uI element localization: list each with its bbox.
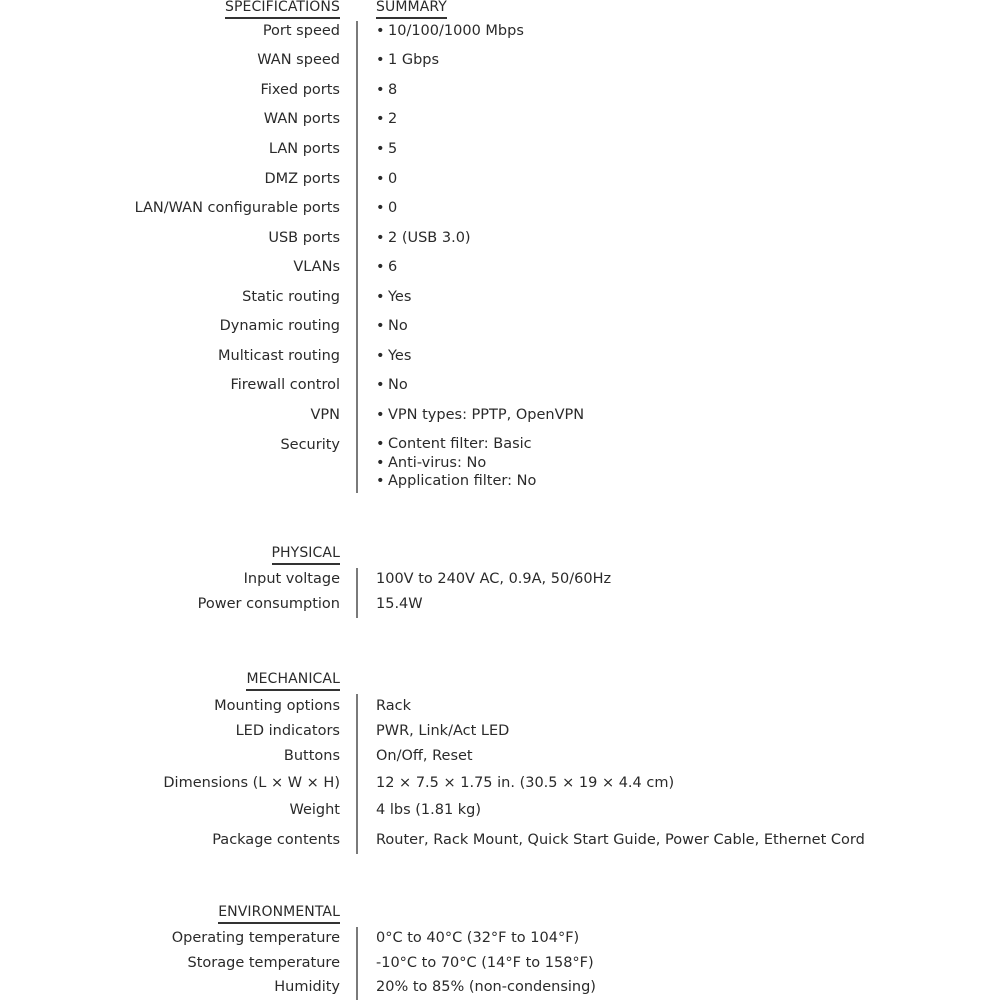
mechanical-header: MECHANICAL <box>246 671 340 691</box>
spec-label: Buttons <box>283 748 340 764</box>
spec-value-item <box>376 435 536 454</box>
bullet-icon: • <box>376 407 385 423</box>
spec-value <box>376 198 397 218</box>
spec-value-text: 2 <box>388 111 398 127</box>
spec-value: PWR, Link/Act LED <box>376 723 510 739</box>
spec-value-text: 6 <box>388 259 398 275</box>
spec-row <box>0 375 1000 395</box>
spec-value: 15.4W <box>376 596 423 612</box>
spec-label: WAN speed <box>257 52 340 68</box>
spec-value-item <box>376 375 408 395</box>
bullet-icon: • <box>376 259 385 275</box>
spec-value: 100V to 240V AC, 0.9A, 50/60Hz <box>376 571 612 587</box>
spec-row <box>0 746 1000 766</box>
spec-row <box>0 346 1000 366</box>
spec-value: Router, Rack Mount, Quick Start Guide, Power Cable, Ethernet Cord <box>376 832 865 848</box>
spec-label: LAN ports <box>268 141 340 157</box>
spec-value <box>376 139 397 159</box>
spec-label: LED indicators <box>235 723 340 739</box>
spec-value-item <box>376 287 411 307</box>
spec-value-item <box>376 139 397 159</box>
spec-label: Dynamic routing <box>219 318 340 334</box>
bullet-icon: • <box>376 348 385 364</box>
spec-value-text: Anti-virus: No <box>388 454 487 471</box>
spec-row <box>0 953 1000 973</box>
spec-value <box>376 50 439 70</box>
bullet-icon: • <box>376 289 385 305</box>
spec-value <box>376 21 524 41</box>
spec-value <box>376 228 471 248</box>
spec-row <box>0 435 1000 489</box>
bullet-icon: • <box>376 171 385 187</box>
spec-label: WAN ports <box>263 111 340 127</box>
spec-value: Rack <box>376 698 412 714</box>
spec-value <box>376 316 408 336</box>
spec-value-item <box>376 257 397 277</box>
spec-row <box>0 228 1000 248</box>
spec-label: Firewall control <box>230 377 340 393</box>
spec-value: 0°C to 40°C (32°F to 104°F) <box>376 930 580 946</box>
spec-label: Security <box>280 437 340 453</box>
spec-value <box>376 80 397 100</box>
spec-row <box>0 109 1000 129</box>
spec-label: Package contents <box>212 832 340 848</box>
spec-label: Input voltage <box>243 571 340 587</box>
spec-value: -10°C to 70°C (14°F to 158°F) <box>376 955 594 971</box>
spec-value-text: No <box>388 377 408 393</box>
spec-value <box>376 169 397 189</box>
spec-label: Multicast routing <box>218 348 340 364</box>
physical-header: PHYSICAL <box>272 545 341 565</box>
spec-label: USB ports <box>268 230 340 246</box>
spec-value-text: VPN types: PPTP, OpenVPN <box>388 407 585 423</box>
bullet-icon: • <box>376 52 385 68</box>
bullet-icon: • <box>376 200 385 216</box>
summary-header: SUMMARY <box>376 0 447 19</box>
spec-row <box>0 80 1000 100</box>
spec-label: Dimensions (L × W × H) <box>163 775 340 791</box>
spec-label: LAN/WAN configurable ports <box>134 200 340 216</box>
spec-row <box>0 316 1000 336</box>
spec-value-item <box>376 50 439 70</box>
bullet-icon: • <box>376 377 385 393</box>
spec-row <box>0 569 1000 589</box>
spec-row <box>0 800 1000 820</box>
spec-row <box>0 139 1000 159</box>
spec-value-text: 0 <box>388 171 398 187</box>
spec-value-item <box>376 80 397 100</box>
spec-value <box>376 109 397 129</box>
spec-label: Static routing <box>242 289 340 305</box>
bullet-icon: • <box>376 454 385 471</box>
spec-value-text: 8 <box>388 82 398 98</box>
spec-row <box>0 405 1000 425</box>
spec-value-item <box>376 228 471 248</box>
spec-label: Power consumption <box>197 596 340 612</box>
spec-row <box>0 773 1000 793</box>
bullet-icon: • <box>376 141 385 157</box>
spec-row <box>0 696 1000 716</box>
spec-label: Mounting options <box>214 698 340 714</box>
spec-value-text: 10/100/1000 Mbps <box>388 23 524 39</box>
spec-row <box>0 257 1000 277</box>
spec-value: On/Off, Reset <box>376 748 473 764</box>
spec-label: Weight <box>289 802 340 818</box>
spec-row <box>0 721 1000 741</box>
bullet-icon: • <box>376 473 385 489</box>
spec-value-text: Application filter: No <box>388 473 537 489</box>
environmental-header: ENVIRONMENTAL <box>218 904 340 924</box>
bullet-icon: • <box>376 23 385 39</box>
spec-row <box>0 21 1000 41</box>
spec-value <box>376 435 536 491</box>
spec-row <box>0 50 1000 70</box>
spec-value: 20% to 85% (non-condensing) <box>376 979 596 995</box>
spec-label: Fixed ports <box>260 82 340 98</box>
spec-label: VPN <box>310 407 340 423</box>
spec-row <box>0 198 1000 218</box>
spec-value-text: 1 Gbps <box>388 52 440 68</box>
spec-value-item <box>376 472 536 491</box>
spec-label: Operating temperature <box>171 930 340 946</box>
spec-value <box>376 257 397 277</box>
spec-value-item <box>376 169 397 189</box>
spec-row <box>0 928 1000 948</box>
spec-value: 12 × 7.5 × 1.75 in. (30.5 × 19 × 4.4 cm) <box>376 775 675 791</box>
spec-value <box>376 405 584 425</box>
spec-label: VLANs <box>293 259 340 275</box>
spec-value-item <box>376 454 536 473</box>
spec-value-item <box>376 109 397 129</box>
bullet-icon: • <box>376 111 385 127</box>
spec-value-item <box>376 405 584 425</box>
spec-value <box>376 375 408 395</box>
spec-value-item <box>376 346 411 366</box>
spec-value-text: Content filter: Basic <box>388 436 532 452</box>
bullet-icon: • <box>376 436 385 452</box>
spec-label: DMZ ports <box>264 171 340 187</box>
spec-row <box>0 287 1000 307</box>
spec-value-text: 5 <box>388 141 398 157</box>
bullet-icon: • <box>376 82 385 98</box>
spec-label: Humidity <box>274 979 340 995</box>
bullet-icon: • <box>376 318 385 334</box>
spec-row <box>0 830 1000 850</box>
spec-row <box>0 594 1000 614</box>
spec-value-item <box>376 198 397 218</box>
spec-value-text: 2 (USB 3.0) <box>388 230 471 246</box>
spec-value-text: Yes <box>388 289 412 305</box>
spec-value-text: Yes <box>388 348 412 364</box>
bullet-icon: • <box>376 230 385 246</box>
spec-value-text: No <box>388 318 408 334</box>
spec-value <box>376 287 411 307</box>
spec-value: 4 lbs (1.81 kg) <box>376 802 482 818</box>
spec-value-item <box>376 21 524 41</box>
specifications-header: SPECIFICATIONS <box>225 0 340 19</box>
spec-row <box>0 977 1000 997</box>
spec-label: Port speed <box>262 23 340 39</box>
spec-label: Storage temperature <box>187 955 340 971</box>
spec-value-item <box>376 316 408 336</box>
spec-row <box>0 169 1000 189</box>
spec-value-text: 0 <box>388 200 398 216</box>
spec-value <box>376 346 411 366</box>
